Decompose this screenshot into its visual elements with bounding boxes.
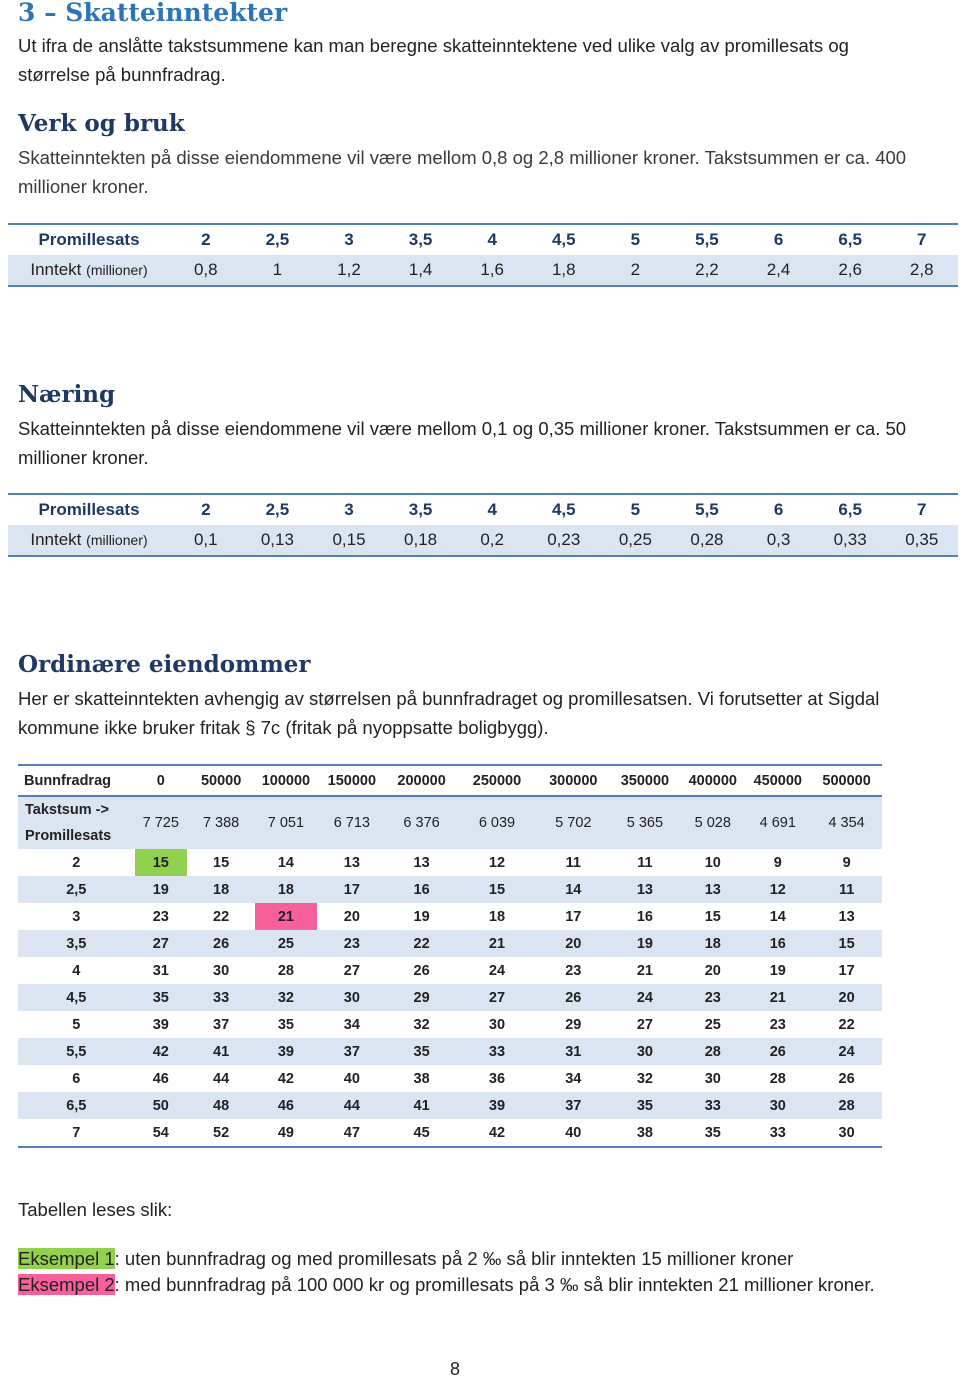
table-cell: 30 <box>609 1038 682 1065</box>
example-1 <box>18 1246 918 1272</box>
table-cell: 54 <box>135 1119 187 1147</box>
table-cell: 22 <box>213 908 230 925</box>
table-cell: 12 <box>488 854 506 871</box>
table-cell: 11 <box>565 854 581 871</box>
table-cell: 42 <box>135 1038 187 1065</box>
verk-promille-row <box>8 225 958 255</box>
table-cell: 26 <box>838 1070 855 1087</box>
table-cell: 33 <box>187 984 255 1011</box>
table-row <box>18 849 882 876</box>
table-cell: 0,23 <box>547 530 581 549</box>
naering-paragraph: Skatteinntekten på disse eiendommene vil være mellom 0,1 og 0,35 millioner kroner. Takstsummen er ca. 50 millioner kroner. <box>18 418 907 468</box>
table-cell: 5,5 <box>695 230 719 249</box>
table-cell: 37 <box>538 1092 609 1119</box>
table-cell: 23 <box>769 1016 786 1033</box>
table-cell: 9 <box>842 854 851 871</box>
table-cell: 100000 <box>255 765 316 796</box>
table-cell: 28 <box>277 962 294 979</box>
table-cell: 4,5 <box>18 984 135 1011</box>
table-cell: 0,1 <box>193 530 218 549</box>
table-cell: 0,8 <box>193 260 218 279</box>
table-cell: 2 <box>72 854 81 871</box>
table-cell: 24 <box>488 962 506 979</box>
table-cell: 14 <box>277 854 294 871</box>
table-cell: 0,33 <box>833 530 867 549</box>
table-cell: 47 <box>317 1119 388 1147</box>
table-cell: 52 <box>187 1119 255 1147</box>
naering-heading: Næring <box>18 381 116 408</box>
table-cell: 5,5 <box>695 500 719 519</box>
table-cell: 21 <box>255 903 316 930</box>
table-cell: 45 <box>387 1119 456 1147</box>
table-cell: 0,3 <box>766 530 791 549</box>
verk-heading: Verk og bruk <box>18 110 185 137</box>
table-cell: 4,5 <box>551 230 576 249</box>
table-cell: 2,8 <box>909 260 934 279</box>
table-cell: 21 <box>636 962 653 979</box>
table-cell: 35 <box>681 1119 744 1147</box>
table-cell: 500000 <box>811 765 882 796</box>
table-cell: 48 <box>187 1092 255 1119</box>
table-cell: 16 <box>387 876 456 903</box>
page-number: 8 <box>449 1359 460 1379</box>
table-cell: 33 <box>744 1119 811 1147</box>
table-cell: 9 <box>773 854 782 871</box>
bunnfradrag-row <box>18 765 882 796</box>
table-cell: 30 <box>317 984 388 1011</box>
table-cell: 18 <box>681 930 744 957</box>
table-cell: 2 <box>201 230 211 249</box>
table-cell: 19 <box>135 876 187 903</box>
table-cell: 4 354 <box>811 796 882 849</box>
verk-table <box>8 223 958 287</box>
intro-paragraph: Ut ifra de anslåtte takstsummene kan man beregne skatteinntektene ved ulike valg av promillesats og størrelse på bunnfradrag. <box>18 35 849 85</box>
section-heading: 3 – Skatteinntekter <box>18 0 288 27</box>
table-cell: 20 <box>343 908 360 925</box>
table-cell: 3,5 <box>18 930 135 957</box>
table-cell: 23 <box>681 984 744 1011</box>
table-cell: 13 <box>681 876 744 903</box>
table-cell: 15 <box>811 930 882 957</box>
table-cell: 5,5 <box>18 1038 135 1065</box>
table-cell: 4 <box>487 230 497 249</box>
table-cell: 3 <box>344 230 354 249</box>
row-label: Promillesats <box>38 500 140 519</box>
example-2-tag: Eksempel 2 <box>18 1274 115 1295</box>
table-cell: 7 <box>18 1119 135 1147</box>
table-cell: 6,5 <box>838 230 862 249</box>
table-cell: 49 <box>255 1119 316 1147</box>
table-cell: 7 725 <box>135 796 187 849</box>
table-cell: 14 <box>538 876 609 903</box>
table-cell: 5 <box>72 1016 81 1033</box>
table-cell: 2,4 <box>766 260 791 279</box>
table-cell: 2,5 <box>265 230 290 249</box>
table-cell: 26 <box>187 930 255 957</box>
table-cell: 5 365 <box>609 796 682 849</box>
table-cell: 5 <box>630 500 641 519</box>
table-cell: 10 <box>704 854 721 871</box>
table-cell: 30 <box>811 1119 882 1147</box>
table-cell: 25 <box>255 930 316 957</box>
table-cell: 150000 <box>317 765 388 796</box>
table-cell: 1,8 <box>551 260 576 279</box>
table-cell: 26 <box>413 962 430 979</box>
table-cell: 30 <box>744 1092 811 1119</box>
table-row <box>18 1038 882 1065</box>
table-cell: 450000 <box>744 765 811 796</box>
table-cell: 7 051 <box>255 796 316 849</box>
table-cell: 39 <box>456 1092 538 1119</box>
table-cell: 13 <box>413 854 430 871</box>
table-cell: 1 <box>272 260 283 279</box>
table-cell: 7 <box>917 230 927 249</box>
example-1-text: : uten bunnfradrag og med promillesats på 2 ‰ så blir inntekten 15 millioner kroner <box>114 1248 794 1269</box>
table-cell: 2,6 <box>838 260 862 279</box>
table-cell: 6 <box>773 230 784 249</box>
row-label: Inntekt (millioner) <box>30 530 148 549</box>
table-cell: 31 <box>152 962 169 979</box>
table-cell: 0,18 <box>404 530 438 549</box>
table-cell: 27 <box>343 962 360 979</box>
table-cell: 2,5 <box>18 876 135 903</box>
reading-intro: Tabellen leses slik: <box>18 1199 173 1220</box>
table-cell: 15 <box>704 908 721 925</box>
table-cell: 7 <box>917 500 927 519</box>
ordinaere-heading: Ordinære eiendommer <box>18 651 311 678</box>
table-cell: 4 <box>487 500 497 519</box>
table-cell: 14 <box>769 908 786 925</box>
table-cell: 34 <box>343 1016 360 1033</box>
table-cell: 35 <box>609 1092 682 1119</box>
table-cell: 2 <box>201 500 211 519</box>
table-cell: 37 <box>317 1038 388 1065</box>
table-cell: 32 <box>255 984 316 1011</box>
table-cell: 15 <box>135 849 187 876</box>
table-cell: 19 <box>413 908 430 925</box>
table-cell: 250000 <box>456 765 538 796</box>
table-cell: 3 <box>72 908 81 925</box>
table-cell: 1,6 <box>480 260 504 279</box>
example-1-tag: Eksempel 1 <box>18 1248 115 1269</box>
table-cell: 40 <box>343 1070 360 1087</box>
table-cell: 29 <box>387 984 456 1011</box>
table-cell: 20 <box>704 962 721 979</box>
table-cell: 32 <box>413 1016 430 1033</box>
table-cell: 33 <box>456 1038 538 1065</box>
table-cell: 13 <box>343 854 360 871</box>
table-cell: 17 <box>838 962 855 979</box>
table-cell: 35 <box>387 1038 456 1065</box>
row-label: Promillesats <box>38 230 140 249</box>
table-cell: 0,35 <box>905 530 939 549</box>
table-cell: 30 <box>488 1016 506 1033</box>
table-cell: 0,25 <box>618 530 652 549</box>
table-cell: 350000 <box>609 765 682 796</box>
table-cell: 5 702 <box>538 796 609 849</box>
table-cell: 40 <box>538 1119 609 1147</box>
table-cell: 3,5 <box>408 230 433 249</box>
table-cell: 18 <box>488 908 506 925</box>
table-cell: 13 <box>838 908 855 925</box>
table-cell: 2 <box>630 260 641 279</box>
table-cell: 28 <box>681 1038 744 1065</box>
table-cell: 19 <box>609 930 682 957</box>
table-cell: 6 713 <box>317 796 388 849</box>
table-cell: 15 <box>456 876 538 903</box>
table-cell: 35 <box>277 1016 294 1033</box>
table-cell: 17 <box>565 908 582 925</box>
table-cell: 23 <box>317 930 388 957</box>
table-cell: 5 028 <box>681 796 744 849</box>
table-cell: 50000 <box>187 765 255 796</box>
table-cell: 16 <box>744 930 811 957</box>
table-cell: 3,5 <box>408 500 433 519</box>
table-cell: 0,13 <box>260 530 294 549</box>
table-cell: 4 691 <box>744 796 811 849</box>
table-cell: 21 <box>744 984 811 1011</box>
table-cell: 11 <box>637 854 653 871</box>
table-cell: 6 376 <box>387 796 456 849</box>
table-cell: 3 <box>344 500 354 519</box>
table-cell: 50 <box>135 1092 187 1119</box>
table-cell: 0,15 <box>332 530 366 549</box>
table-cell: 30 <box>213 962 230 979</box>
table-cell: 44 <box>317 1092 388 1119</box>
table-cell: 5 <box>630 230 641 249</box>
table-cell: 28 <box>811 1092 882 1119</box>
table-cell: 23 <box>152 908 169 925</box>
table-cell: 44 <box>213 1070 230 1087</box>
table-cell: 39 <box>152 1016 169 1033</box>
table-row <box>18 1092 882 1119</box>
table-cell: 0 <box>135 765 187 796</box>
table-cell: 30 <box>704 1070 721 1087</box>
table-cell: 0,2 <box>480 530 504 549</box>
table-cell: 400000 <box>681 765 744 796</box>
table-cell: 13 <box>609 876 682 903</box>
table-cell: 39 <box>255 1038 316 1065</box>
row-label: Inntekt (millioner) <box>30 260 148 279</box>
table-cell: 16 <box>636 908 653 925</box>
table-cell: 0,28 <box>690 530 724 549</box>
table-cell: 31 <box>538 1038 609 1065</box>
ordinaere-paragraph: Her er skatteinntekten avhengig av størrelsen på bunnfradraget og promillesatsen. Vi forutsetter at Sigdal kommune ikke bruker fritak § 7c (fritak på nyoppsatte boligbygg). <box>18 688 880 738</box>
table-cell: 20 <box>538 930 609 957</box>
table-cell: 35 <box>135 984 187 1011</box>
takstsum-row <box>18 796 882 849</box>
table-cell: 27 <box>636 1016 653 1033</box>
example-2-text: : med bunnfradrag på 100 000 kr og promillesats på 3 ‰ så blir inntekten 21 millioner kroner. <box>114 1274 875 1295</box>
table-cell: 18 <box>255 876 316 903</box>
table-row <box>18 957 882 984</box>
row-label: Takstsum -> Promillesats <box>18 796 135 849</box>
example-2 <box>18 1272 898 1298</box>
table-row <box>18 984 882 1011</box>
table-cell: 46 <box>152 1070 169 1087</box>
table-cell: 26 <box>538 984 609 1011</box>
table-cell: 6 <box>773 500 784 519</box>
verk-paragraph: Skatteinntekten på disse eiendommene vil være mellom 0,8 og 2,8 millioner kroner. Takstsummen er ca. 400 millioner kroner. <box>18 147 907 197</box>
table-cell: 19 <box>769 962 786 979</box>
table-cell: 17 <box>317 876 388 903</box>
table-cell: 23 <box>565 962 582 979</box>
table-cell: 42 <box>456 1119 538 1147</box>
table-row <box>18 876 882 903</box>
table-cell: 12 <box>744 876 811 903</box>
table-cell: 4 <box>72 962 81 979</box>
table-cell: 21 <box>456 930 538 957</box>
table-cell: 27 <box>456 984 538 1011</box>
table-row <box>18 1065 882 1092</box>
table-cell: 24 <box>609 984 682 1011</box>
table-cell: 27 <box>135 930 187 957</box>
table-cell: 41 <box>187 1038 255 1065</box>
table-cell: 34 <box>565 1070 582 1087</box>
table-cell: 24 <box>811 1038 882 1065</box>
table-cell: 2,5 <box>265 500 290 519</box>
table-row <box>18 1119 882 1147</box>
table-cell: 22 <box>838 1016 855 1033</box>
table-cell: 7 388 <box>187 796 255 849</box>
table-cell: 22 <box>387 930 456 957</box>
table-cell: 28 <box>769 1070 786 1087</box>
table-cell: 4,5 <box>551 500 576 519</box>
table-cell: 1,4 <box>408 260 433 279</box>
table-cell: 200000 <box>387 765 456 796</box>
row-label: Bunnfradrag <box>18 765 135 796</box>
table-row <box>18 903 882 930</box>
table-cell: 6 039 <box>456 796 538 849</box>
table-cell: 42 <box>277 1070 294 1087</box>
table-cell: 1,2 <box>337 260 361 279</box>
table-cell: 41 <box>387 1092 456 1119</box>
table-cell: 37 <box>213 1016 230 1033</box>
table-cell: 11 <box>811 876 882 903</box>
table-row <box>18 930 882 957</box>
table-cell: 18 <box>187 876 255 903</box>
table-cell: 6,5 <box>18 1092 135 1119</box>
table-cell: 6 <box>72 1070 81 1087</box>
table-cell: 2,2 <box>695 260 719 279</box>
naering-promille-row <box>8 495 958 525</box>
table-row <box>18 1011 882 1038</box>
naering-inntekt-row <box>8 525 958 555</box>
table-cell: 36 <box>488 1070 506 1087</box>
table-cell: 25 <box>704 1016 721 1033</box>
table-cell: 6,5 <box>838 500 862 519</box>
naering-table <box>8 493 958 557</box>
table-cell: 32 <box>636 1070 653 1087</box>
table-cell: 38 <box>413 1070 430 1087</box>
table-cell: 29 <box>565 1016 582 1033</box>
table-cell: 15 <box>213 854 230 871</box>
table-cell: 26 <box>744 1038 811 1065</box>
table-cell: 300000 <box>538 765 609 796</box>
table-cell: 33 <box>681 1092 744 1119</box>
table-cell: 46 <box>255 1092 316 1119</box>
table-cell: 38 <box>609 1119 682 1147</box>
ordinaere-table <box>18 764 882 1148</box>
verk-inntekt-row <box>8 255 958 285</box>
table-cell: 20 <box>811 984 882 1011</box>
